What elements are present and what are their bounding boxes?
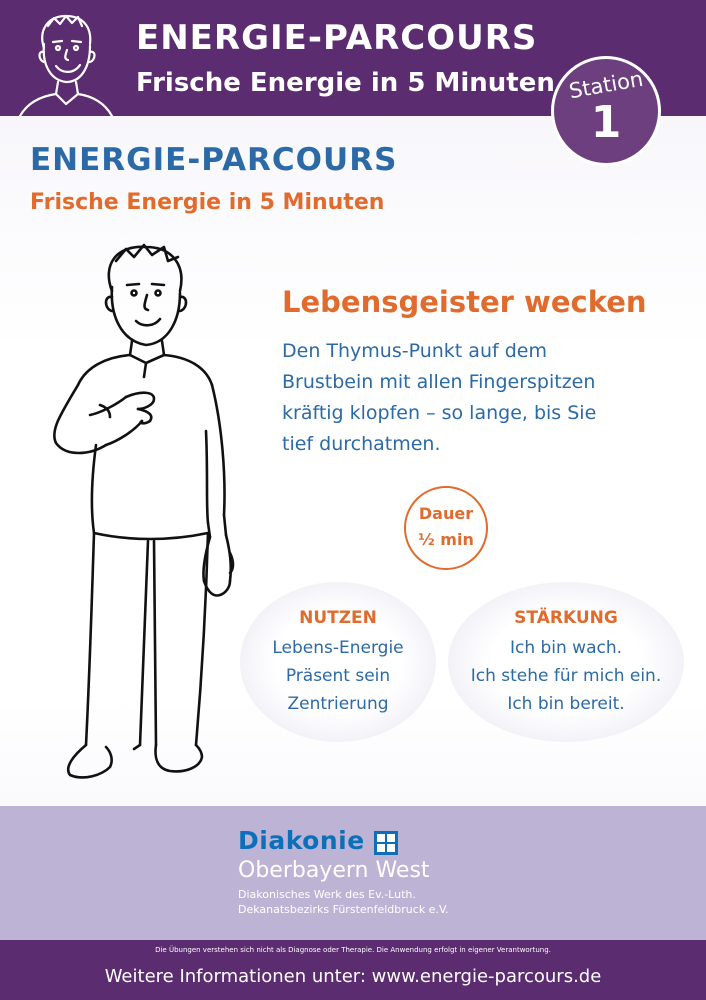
organization-line-1: Diakonisches Werk des Ev.-Luth.: [238, 888, 416, 901]
website-info: Weitere Informationen unter: www.energie-parcours.de: [104, 966, 602, 987]
diakonie-cross-logo-icon: [374, 831, 398, 855]
bottom-bar: [0, 940, 706, 1000]
exercise-title: Lebensgeister wecken: [282, 285, 647, 319]
header-title: ENERGIE-PARCOURS: [136, 18, 538, 58]
nutzen-list: [240, 634, 436, 718]
staerkung-heading: STÄRKUNG: [514, 608, 618, 628]
description-line: tief durchatmen.: [282, 433, 441, 455]
list-item: Ich stehe für mich ein.: [470, 666, 662, 686]
description-line: Den Thymus-Punkt auf dem: [282, 340, 547, 362]
list-item: Ich bin wach.: [509, 638, 623, 658]
logo-region: Oberbayern West: [238, 858, 430, 883]
header-subtitle: Frische Energie in 5 Minuten: [136, 68, 555, 98]
standing-man-illustration-icon: [30, 235, 250, 795]
station-label: Station: [567, 66, 645, 104]
station-badge: [551, 56, 661, 166]
list-item: Lebens-Energie: [272, 638, 404, 658]
list-item: Ich bin bereit.: [507, 694, 625, 714]
disclaimer: Die Übungen verstehen sich nicht als Diagnose oder Therapie. Die Anwendung erfolgt in eigener Verantwortung.: [155, 946, 551, 954]
duration-value: ½ min: [418, 530, 474, 549]
nutzen-panel: [240, 582, 436, 742]
logo-wordmark: Diakonie: [238, 826, 365, 855]
station-number: 1: [590, 97, 622, 148]
description-line: Brustbein mit allen Fingerspitzen: [282, 371, 596, 393]
duration-label: Dauer: [418, 504, 474, 523]
nutzen-heading: NUTZEN: [299, 608, 377, 628]
exercise-description: [282, 336, 662, 460]
organization-line-2: Dekanatsbezirks Fürstenfeldbruck e.V.: [238, 903, 449, 916]
diakonie-logo: [238, 826, 498, 926]
duration-badge: [404, 486, 488, 570]
description-line: kräftig klopfen – so lange, bis Sie: [282, 402, 597, 424]
page-subtitle: Frische Energie in 5 Minuten: [30, 190, 385, 215]
staerkung-list: [448, 634, 684, 718]
staerkung-panel: [448, 582, 684, 742]
smiling-man-avatar-icon: [8, 4, 120, 116]
list-item: Präsent sein: [285, 666, 391, 686]
list-item: Zentrierung: [287, 694, 389, 714]
page-title: ENERGIE-PARCOURS: [30, 142, 398, 178]
